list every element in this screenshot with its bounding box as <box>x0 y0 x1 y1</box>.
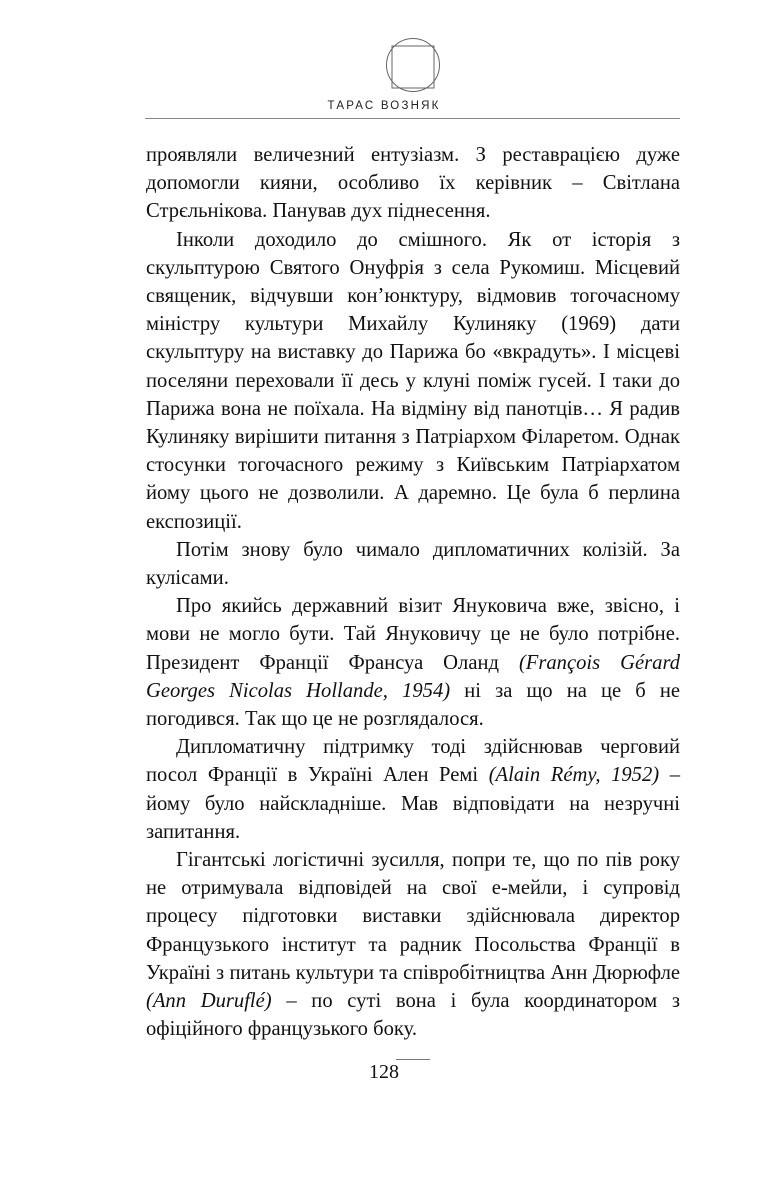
paragraph-text: Про якийсь державний візит Януковича вже, звісно, і мови не могло бути. Тай Януковичу це не було потрібне. Президент Франції Франсуа Оланд <box>146 595 680 674</box>
circle-square-emblem-icon <box>385 37 441 93</box>
italic-name-remy: (Alain Rémy, 1952) <box>488 764 660 787</box>
italic-name-hollande: (François Gérard Georges Nicolas Hollande, 1954) <box>146 651 680 702</box>
paragraph <box>146 733 680 846</box>
paragraph <box>146 141 680 226</box>
paragraph-text: Інколи доходило до смішного. Як от історія з скульптурою Святого Онуфрія з села Рукомиш. Місцевий священик, відчувши кон’юнктуру, відмовив тогочасному міністру культури Михайлу Кулиняку (1969) дати скульптуру на виставку до Парижа бо «вкрадуть». І місцеві поселяни переховали її десь у клуні поміж гусей. І таки до Парижа вона не поїхала. На відміну від панотців… Я радив Кулиняку вирішити питання з Патріархом Філаретом. Однак стосунки тогочасного режиму з Київським Патріархатом йому цього не дозволили. А даремно. Це була б перлина експозиції. <box>146 228 680 533</box>
page-number-rule <box>396 1059 430 1060</box>
paragraph <box>146 592 680 733</box>
paragraph-text: Гігантські логістичні зусилля, попри те, що по пів року не отримувала відповідей на свої е-мейли, і супровід процесу підготовки виставки здійснювала директор Французького інститут та радник Посольства Франції в Україні з питань культури та співробітництва Анн Дюрюфле <box>146 849 680 984</box>
paragraph <box>146 536 680 592</box>
paragraph-text: Дипломатичну підтримку тоді здійснював черговий посол Франції в Україні Ален Ремі <box>146 736 680 787</box>
paragraph-text: ні за що на це б не погодився. Так що це не розглядалося. <box>146 679 680 731</box>
paragraph-text: проявляли величезний ентузіазм. З реставрацією дуже допомогли кияни, особливо їх керівник – Світлана Стрєльнікова. Панував дух піднесення. <box>146 144 680 223</box>
paragraph <box>146 846 680 1043</box>
header-divider <box>145 118 680 119</box>
page-number: 128 <box>369 1061 399 1083</box>
paragraph-text: Потім знову було чимало дипломатичних колізій. За кулісами. <box>146 538 680 590</box>
paragraph-text: – йому було найскладніше. Мав відповідати на незручні запитання. <box>146 764 680 843</box>
paragraph-text: – по суті вона і була координатором з офіційного французького боку. <box>146 990 680 1041</box>
running-head-author: ТАРАС ВОЗНЯК <box>327 100 441 112</box>
italic-name-durufle: (Ann Duruflé) <box>146 990 272 1013</box>
page-body-text <box>146 141 680 1044</box>
paragraph <box>146 226 680 536</box>
